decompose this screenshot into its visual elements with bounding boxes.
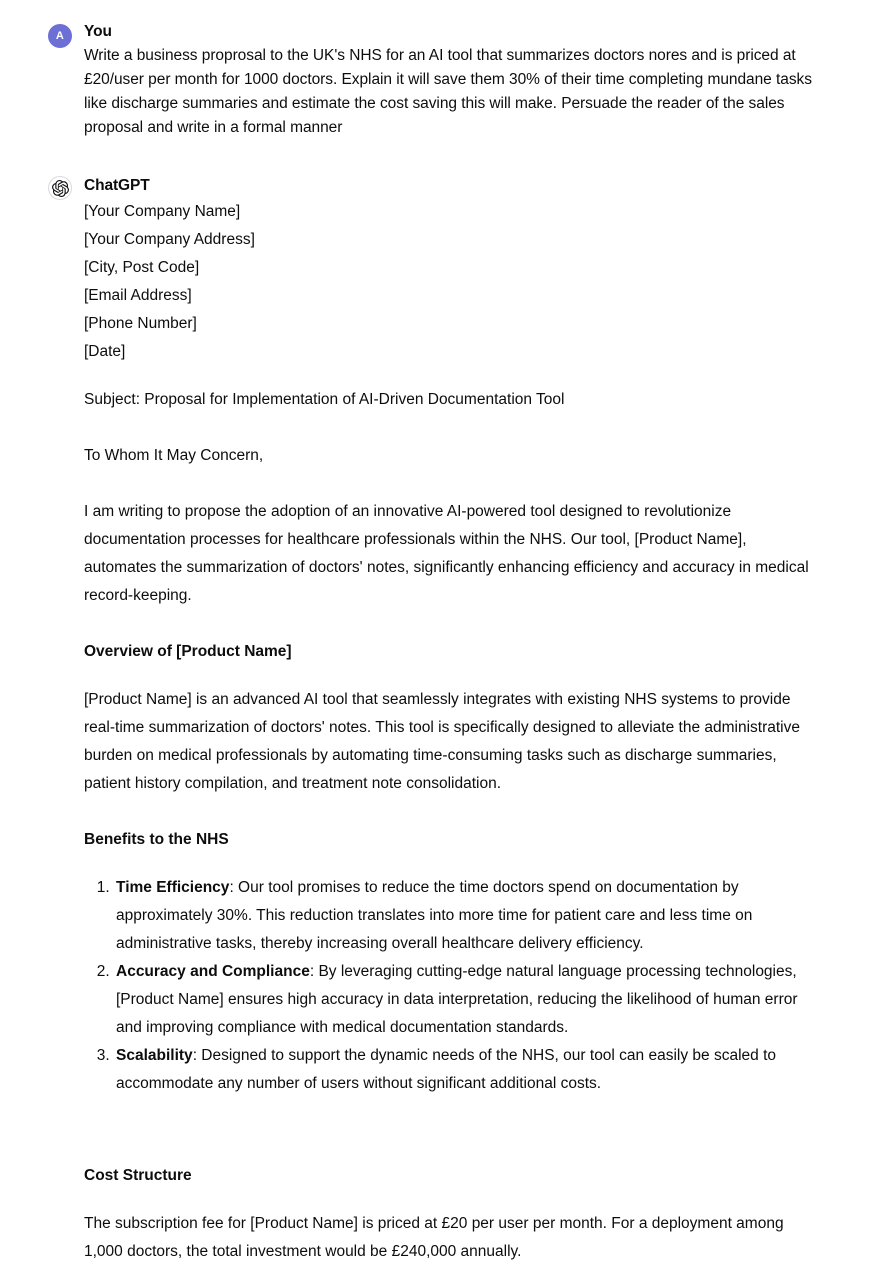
subject-line: Subject: Proposal for Implementation of AI-Driven Documentation Tool (84, 391, 565, 408)
user-prompt-text: Write a business proprosal to the UK's NHS for an AI tool that summarizes doctors nores and is priced at £20/user per month for 1000 doctors. Explain it will save them 30% of their time completing mundane tasks like discharge summaries and estimate the cost saving this will make. Persuade the reader of the sales proposal and write in a formal manner (84, 47, 812, 136)
benefits-list (84, 874, 812, 1098)
assistant-message (0, 176, 880, 1266)
section-spacer (84, 1126, 812, 1162)
cost-heading: Cost Structure (84, 1167, 192, 1184)
benefit-title: Accuracy and Compliance (116, 963, 310, 980)
message-author: ChatGPT (84, 177, 150, 194)
cost-paragraph: The subscription fee for [Product Name] is priced at £20 per user per month. For a deployment among 1,000 doctors, the total investment would be £240,000 annually. (84, 1215, 784, 1260)
benefit-text: : By leveraging cutting-edge natural language processing technologies, [Product Name] ensures high accuracy in data interpretation, reducing the likelihood of human error and improving compliance with medical documentation standards. (116, 963, 798, 1036)
benefit-text: : Our tool promises to reduce the time doctors spend on documentation by approximately 30%. This reduction translates into more time for patient care and less time on administrative tasks, thereby increasing overall healthcare delivery efficiency. (116, 879, 753, 952)
letterhead-line: [Your Company Name] (84, 203, 241, 220)
overview-heading: Overview of [Product Name] (84, 643, 292, 660)
avatar-initial: A (55, 30, 65, 42)
list-item (114, 958, 812, 1042)
letterhead-line: [Email Address] (84, 287, 192, 304)
letterhead-line: [Date] (84, 343, 126, 360)
benefit-text: : Designed to support the dynamic needs of the NHS, our tool can easily be scaled to accommodate any number of users without significant additional costs. (116, 1047, 776, 1092)
list-item (114, 1042, 812, 1098)
openai-logo-icon (48, 176, 72, 200)
salutation: To Whom It May Concern, (84, 447, 264, 464)
message-author: You (84, 23, 112, 40)
benefit-title: Time Efficiency (116, 879, 230, 896)
user-message (0, 22, 880, 140)
assistant-response-body (84, 198, 812, 1266)
letterhead-line: [Your Company Address] (84, 231, 255, 248)
list-item (114, 874, 812, 958)
benefit-title: Scalability (116, 1047, 193, 1064)
avatar (48, 24, 72, 48)
letterhead-block (84, 198, 812, 366)
intro-paragraph: I am writing to propose the adoption of an innovative AI-powered tool designed to revolutionize documentation processes for healthcare professionals within the NHS. Our tool, [Product Name], automates the summarization of doctors' notes, significantly enhancing efficiency and accuracy in medical record-keeping. (84, 503, 809, 604)
overview-paragraph: [Product Name] is an advanced AI tool that seamlessly integrates with existing NHS systems to provide real-time summarization of doctors' notes. This tool is specifically designed to alleviate the administrative burden on medical professionals by automating time-consuming tasks such as discharge summaries, patient history compilation, and treatment note consolidation. (84, 691, 800, 792)
letterhead-line: [Phone Number] (84, 315, 197, 332)
letterhead-line: [City, Post Code] (84, 259, 200, 276)
benefits-heading: Benefits to the NHS (84, 831, 229, 848)
